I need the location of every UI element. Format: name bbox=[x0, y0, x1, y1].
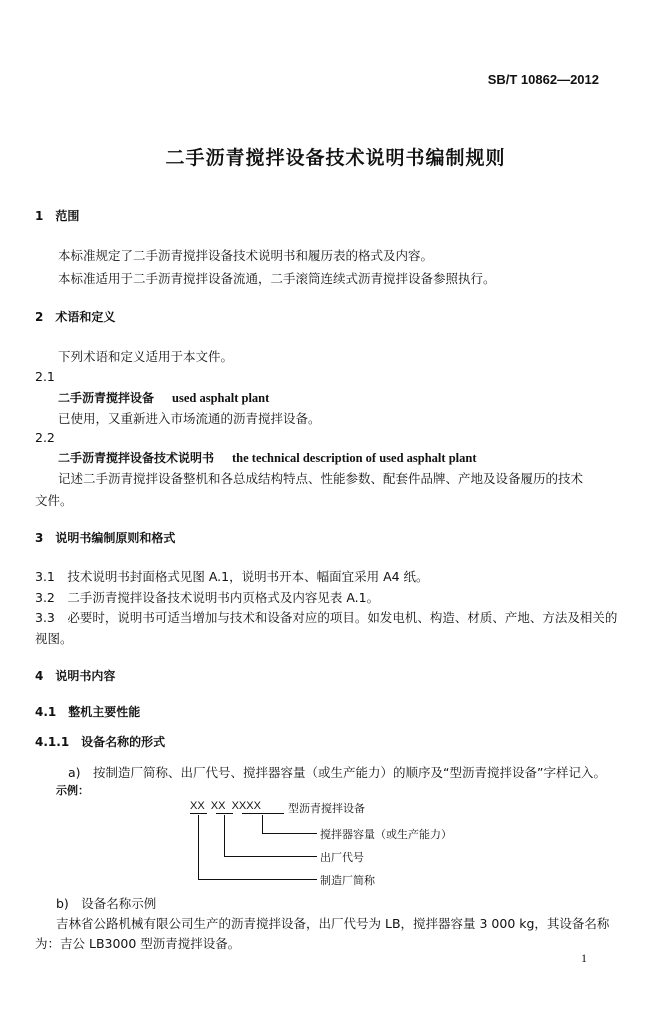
connector-manufacturer-horizontal bbox=[198, 879, 317, 880]
term-2-2-chinese: 二手沥青搅拌设备技术说明书 bbox=[58, 451, 215, 465]
label-factory-code: 出厂代号 bbox=[320, 851, 364, 864]
page-number: 1 bbox=[581, 951, 587, 965]
naming-code: XX XX XXXX bbox=[190, 800, 261, 812]
term-2-1-definition: 已使用，又重新进入市场流通的沥青搅拌设备。 bbox=[58, 411, 321, 426]
label-manufacturer: 制造厂简称 bbox=[320, 874, 375, 887]
section-1-heading: 1 范围 bbox=[35, 209, 80, 223]
section-2-heading: 2 术语和定义 bbox=[35, 310, 116, 324]
connector-capacity-horizontal bbox=[262, 833, 317, 834]
document-title: 二手沥青搅拌设备技术说明书编制规则 bbox=[165, 147, 506, 169]
label-capacity: 搅拌器容量（或生产能力） bbox=[320, 828, 452, 841]
connector-manufacturer-vertical bbox=[198, 815, 199, 879]
clause-3-3: 3.3 必要时，说明书可适当增加与技术和设备对应的项目。如发电机、构造、材质、产地、方法及相关的 bbox=[35, 610, 618, 625]
section-2-intro: 下列术语和定义适用于本文件。 bbox=[58, 349, 234, 364]
term-2-2 bbox=[58, 449, 476, 466]
clause-3-2: 3.2 二手沥青搅拌设备技术说明书内页格式及内容见表 A.1。 bbox=[35, 590, 380, 605]
clause-4-1-1: 4.1.1 设备名称的形式 bbox=[35, 735, 166, 749]
section-3-heading: 3 说明书编制原则和格式 bbox=[35, 531, 176, 545]
example-label: 示例： bbox=[56, 784, 89, 797]
term-2-1 bbox=[58, 389, 269, 406]
item-b-text-cont: 为：吉公 LB3000 型沥青搅拌设备。 bbox=[35, 936, 241, 951]
standard-number: SB/T 10862—2012 bbox=[487, 72, 599, 87]
connector-capacity-vertical bbox=[262, 815, 263, 833]
term-2-2-english: the technical description of used asphalt plant bbox=[232, 451, 477, 465]
connector-factory-code-horizontal bbox=[224, 856, 317, 857]
underline-manufacturer bbox=[190, 813, 207, 814]
term-2-1-number: 2.1 bbox=[35, 369, 55, 384]
term-2-1-chinese: 二手沥青搅拌设备 bbox=[58, 391, 155, 405]
section-1-paragraph-1: 本标准规定了二手沥青搅拌设备技术说明书和履历表的格式及内容。 bbox=[58, 248, 434, 263]
item-b: b) 设备名称示例 bbox=[56, 896, 157, 911]
clause-3-1: 3.1 技术说明书封面格式见图 A.1，说明书开本、幅面宜采用 A4 纸。 bbox=[35, 569, 429, 584]
underline-factory-code bbox=[216, 813, 233, 814]
term-2-1-english: used asphalt plant bbox=[172, 391, 270, 405]
underline-capacity bbox=[242, 813, 284, 814]
clause-4-1: 4.1 整机主要性能 bbox=[35, 705, 141, 719]
clause-3-3-cont: 视图。 bbox=[35, 631, 73, 646]
section-1-paragraph-2: 本标准适用于二手沥青搅拌设备流通，二手滚筒连续式沥青搅拌设备参照执行。 bbox=[58, 271, 496, 286]
naming-suffix: 型沥青搅拌设备 bbox=[288, 802, 365, 815]
item-b-text: 吉林省公路机械有限公司生产的沥青搅拌设备，出厂代号为 LB，搅拌器容量 3 000 kg，其设备名称 bbox=[56, 916, 610, 931]
section-4-heading: 4 说明书内容 bbox=[35, 669, 116, 683]
term-2-2-number: 2.2 bbox=[35, 430, 55, 445]
term-2-2-definition-cont: 文件。 bbox=[35, 493, 73, 508]
term-2-2-definition: 记述二手沥青搅拌设备整机和各总成结构特点、性能参数、配套件品牌、产地及设备履历的技术 bbox=[58, 471, 584, 486]
item-a: a) 按制造厂简称、出厂代号、搅拌器容量（或生产能力）的顺序及“型沥青搅拌设备”字样记入。 bbox=[68, 765, 606, 780]
connector-factory-code-vertical bbox=[224, 815, 225, 856]
